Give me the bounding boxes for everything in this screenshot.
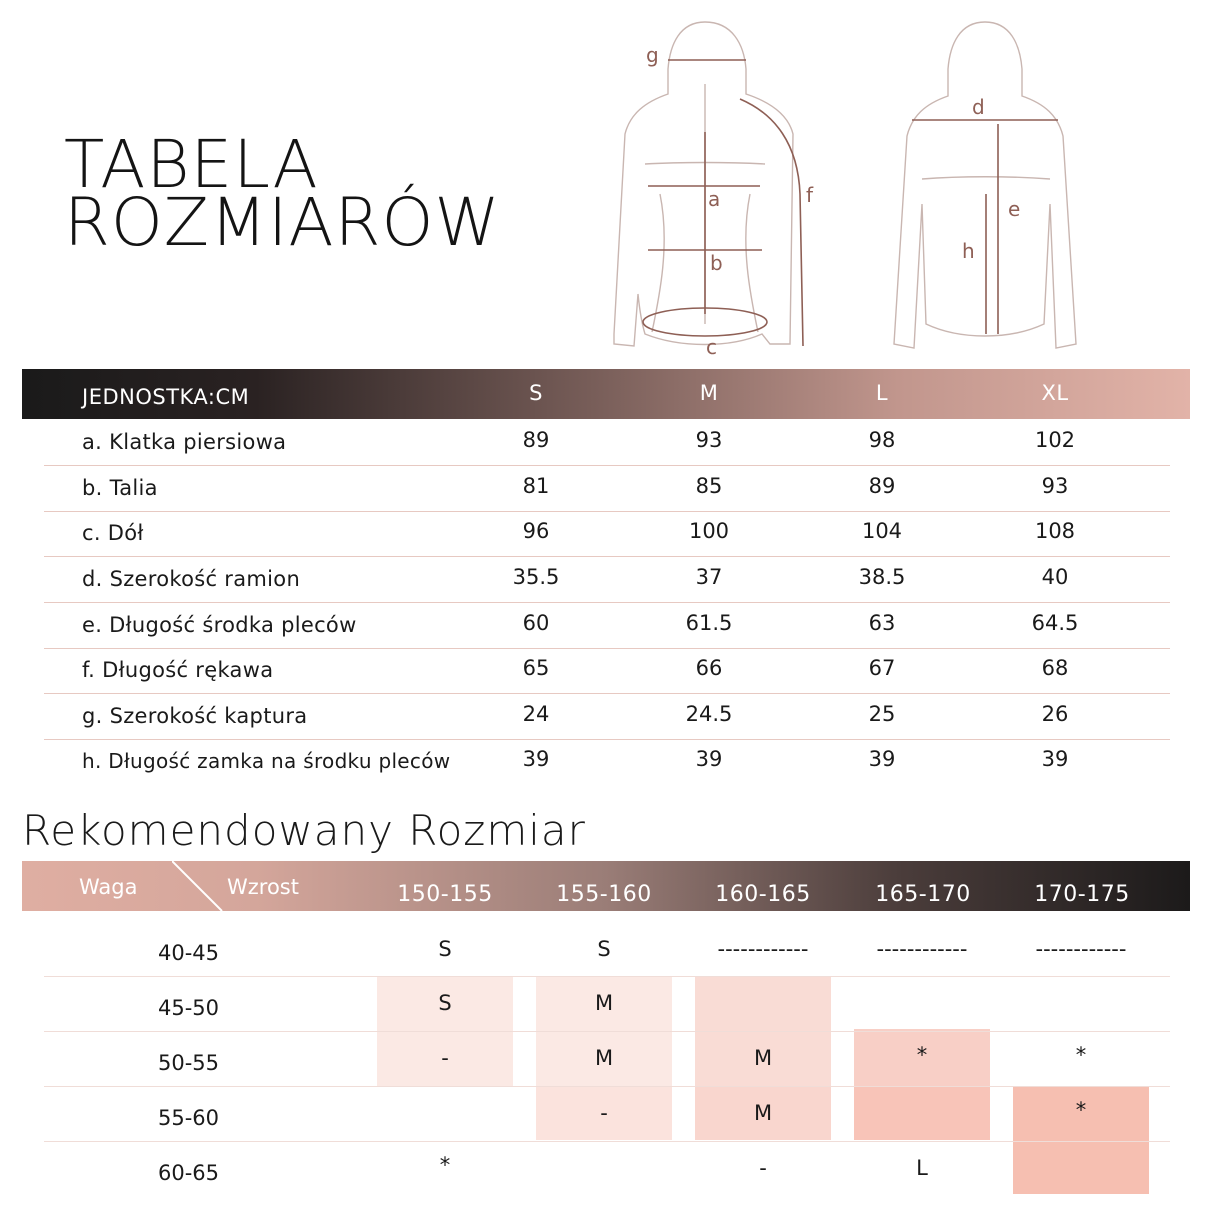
size-header-m: M	[699, 381, 719, 405]
cell-xl: 108	[1034, 519, 1076, 543]
table-row	[44, 603, 1170, 649]
weight-label: 40-45	[158, 941, 220, 965]
height-col-165-170: 165-170	[875, 882, 971, 907]
rec-cell: ------------	[717, 937, 809, 961]
cell-s: 81	[522, 474, 550, 498]
rec-cell: ------------	[876, 937, 968, 961]
cell-l: 63	[868, 611, 896, 635]
label-f: f	[806, 183, 814, 207]
cell-s: 96	[522, 519, 550, 543]
rec-cell: M	[753, 1101, 773, 1125]
recommended-size-title: Rekomendowany Rozmiar	[22, 806, 586, 855]
cell-l: 38.5	[858, 565, 906, 589]
cell-xl: 102	[1034, 428, 1076, 452]
table-row	[44, 648, 1170, 694]
weight-label: 55-60	[158, 1106, 220, 1130]
label-d: d	[972, 95, 985, 119]
cell-s: 35.5	[512, 565, 560, 589]
cell-xl: 39	[1041, 747, 1069, 771]
measurement-labels	[646, 43, 1020, 359]
rec-cell: M	[594, 991, 614, 1015]
weight-header: Waga	[79, 875, 138, 899]
label-h: h	[962, 239, 975, 263]
row-label: g. Szerokość kaptura	[82, 704, 308, 728]
rec-cell: ------------	[1035, 937, 1127, 961]
rec-cell: *	[1075, 1098, 1087, 1122]
height-col-160-165: 160-165	[715, 882, 811, 907]
table-row	[44, 739, 1170, 784]
table-row	[44, 511, 1170, 557]
label-g: g	[646, 43, 659, 67]
cell-m: 85	[695, 474, 723, 498]
size-header-s: S	[529, 381, 543, 405]
cell-l: 89	[868, 474, 896, 498]
cell-l: 39	[868, 747, 896, 771]
cell-l: 104	[861, 519, 903, 543]
table-row	[44, 694, 1170, 740]
height-header: Wzrost	[227, 875, 299, 899]
row-label: a. Klatka piersiowa	[82, 430, 287, 454]
recommended-table-header	[22, 861, 1190, 911]
table-row	[44, 557, 1170, 603]
height-col-150-155: 150-155	[397, 882, 493, 907]
rec-cell: *	[1075, 1043, 1087, 1067]
page-title	[64, 126, 501, 261]
label-b: b	[710, 251, 723, 275]
cell-l: 98	[868, 428, 896, 452]
row-label: e. Długość środka pleców	[82, 613, 357, 637]
unit-label: JEDNOSTKA:CM	[82, 385, 250, 409]
size-header-xl: XL	[1041, 381, 1069, 405]
page-title-line-1: TABELA	[64, 126, 319, 203]
jacket-measurement-diagram	[600, 14, 1100, 360]
rec-cell: *	[439, 1153, 451, 1177]
cell-l: 25	[868, 702, 896, 726]
rec-cell: M	[753, 1046, 773, 1070]
cell-xl: 93	[1041, 474, 1069, 498]
row-label: h. Długość zamka na środku pleców	[82, 749, 451, 773]
cell-s: 60	[522, 611, 550, 635]
cell-m: 100	[688, 519, 730, 543]
rec-cell: S	[438, 937, 452, 961]
cell-s: 65	[522, 656, 550, 680]
row-label: b. Talia	[82, 476, 158, 500]
row-label: f. Długość rękawa	[82, 658, 274, 682]
rec-cell: *	[916, 1043, 928, 1067]
cell-m: 61.5	[685, 611, 733, 635]
rec-cell: -	[441, 1046, 449, 1070]
table-row	[44, 420, 1170, 466]
rec-cell: S	[597, 937, 611, 961]
page-title-line-2: ROZMIARÓW	[64, 184, 501, 261]
table-row	[44, 466, 1170, 512]
cell-xl: 68	[1041, 656, 1069, 680]
cell-s: 24	[522, 702, 550, 726]
size-table-header	[22, 369, 1190, 419]
cell-s: 39	[522, 747, 550, 771]
rec-cell: -	[600, 1101, 608, 1125]
row-label: c. Dół	[82, 521, 144, 545]
label-e: e	[1008, 197, 1021, 221]
rec-cell: M	[594, 1046, 614, 1070]
size-header-l: L	[875, 381, 889, 405]
cell-xl: 26	[1041, 702, 1069, 726]
cell-m: 93	[695, 428, 723, 452]
cell-s: 89	[522, 428, 550, 452]
jacket-front-outline	[614, 22, 793, 346]
cell-m: 37	[695, 565, 723, 589]
weight-label: 60-65	[158, 1161, 220, 1185]
jacket-back-outline	[894, 22, 1076, 348]
cell-m: 24.5	[685, 702, 733, 726]
row-label: d. Szerokość ramion	[82, 567, 301, 591]
cell-xl: 40	[1041, 565, 1069, 589]
label-a: a	[708, 187, 721, 211]
label-c: c	[706, 335, 717, 359]
cell-m: 39	[695, 747, 723, 771]
table-row	[44, 1141, 1170, 1196]
weight-label: 45-50	[158, 996, 220, 1020]
rec-cell: L	[916, 1156, 928, 1180]
height-col-170-175: 170-175	[1034, 882, 1130, 907]
weight-label: 50-55	[158, 1051, 220, 1075]
cell-xl: 64.5	[1031, 611, 1079, 635]
cell-m: 66	[695, 656, 723, 680]
rec-cell: S	[438, 991, 452, 1015]
cell-l: 67	[868, 656, 896, 680]
rec-cell: -	[759, 1156, 767, 1180]
height-col-155-160: 155-160	[556, 882, 652, 907]
